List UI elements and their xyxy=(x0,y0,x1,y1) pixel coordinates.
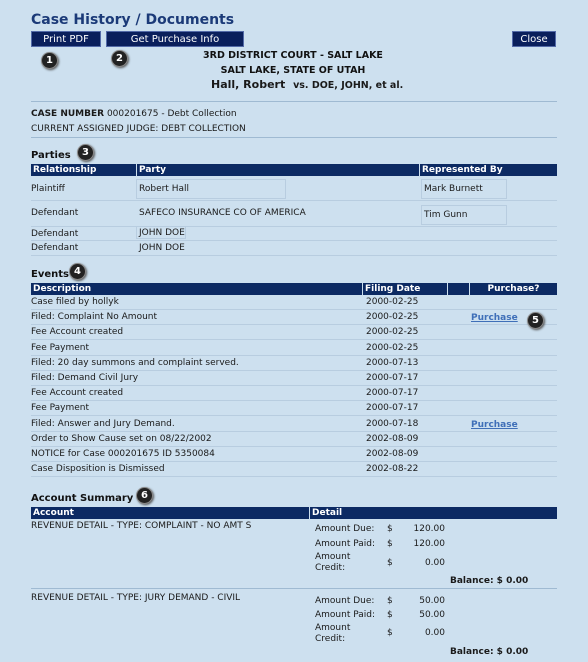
event-description: Case filed by hollyk xyxy=(31,297,119,307)
divider xyxy=(31,101,557,102)
balance-value: Balance: $ 0.00 xyxy=(450,576,529,586)
event-filing-date: 2000-07-17 xyxy=(366,388,419,398)
party-representative: Tim Gunn xyxy=(424,210,468,220)
events-header-spacer xyxy=(448,283,469,295)
parties-title: Parties xyxy=(31,150,71,161)
case-number-label: CASE NUMBER xyxy=(31,109,105,119)
event-filing-date: 2000-07-17 xyxy=(366,373,419,383)
row-separator xyxy=(31,588,557,589)
event-description: Fee Account created xyxy=(31,388,124,398)
event-description: Order to Show Cause set on 08/22/2002 xyxy=(31,434,212,444)
court-location: SALT LAKE, STATE OF UTAH xyxy=(220,65,366,76)
divider xyxy=(31,137,557,138)
amount-paid-value: 50.00 xyxy=(419,610,445,620)
event-description: Fee Payment xyxy=(31,343,90,353)
amount-credit-value: 0.00 xyxy=(424,558,445,568)
amount-credit-label-1: Amount xyxy=(315,623,351,633)
defendant-caption: vs. DOE, JOHN, et al. xyxy=(293,80,404,91)
amount-due-label: Amount Due: xyxy=(315,596,375,606)
case-number-value: 000201675 - Debt Collection xyxy=(106,109,237,119)
event-description: Fee Payment xyxy=(31,403,90,413)
account-header-detail: Detail xyxy=(310,507,557,519)
event-description: Filed: Complaint No Amount xyxy=(31,312,158,322)
balance-value: Balance: $ 0.00 xyxy=(450,647,529,657)
event-filing-date: 2002-08-09 xyxy=(366,449,419,459)
case-caption xyxy=(211,78,403,91)
event-filing-date: 2000-02-25 xyxy=(366,343,419,353)
amount-due-value: 50.00 xyxy=(419,596,445,606)
currency-symbol: $ xyxy=(387,596,393,606)
account-name: REVENUE DETAIL - TYPE: JURY DEMAND - CIVIL xyxy=(31,593,241,603)
party-relationship: Defendant xyxy=(31,208,79,218)
callout-badge-5: 5 xyxy=(527,312,544,329)
event-filing-date: 2000-07-13 xyxy=(366,358,419,368)
currency-symbol: $ xyxy=(387,628,393,638)
amount-paid-label: Amount Paid: xyxy=(315,539,376,549)
case-number xyxy=(31,109,237,119)
amount-credit-value: 0.00 xyxy=(424,628,445,638)
parties-header-party: Party xyxy=(137,164,419,176)
purchase-link[interactable]: Purchase xyxy=(471,313,518,323)
callout-badge-3: 3 xyxy=(77,144,94,161)
print-pdf-button[interactable]: Print PDF xyxy=(31,31,101,47)
event-description: Filed: Demand Civil Jury xyxy=(31,373,139,383)
currency-symbol: $ xyxy=(387,610,393,620)
party-name: Robert Hall xyxy=(139,184,189,194)
event-filing-date: 2002-08-22 xyxy=(366,464,419,474)
callout-badge-6: 6 xyxy=(136,487,153,504)
events-title: Events xyxy=(31,269,69,280)
row-separator xyxy=(31,240,557,241)
amount-credit-label-2: Credit: xyxy=(315,634,346,644)
callout-badge-1: 1 xyxy=(41,52,58,69)
party-representative: Mark Burnett xyxy=(424,184,483,194)
row-separator xyxy=(31,324,557,325)
plaintiff-name: Hall, Robert xyxy=(211,78,286,91)
amount-paid-value: 120.00 xyxy=(413,539,445,549)
event-description: Filed: Answer and Jury Demand. xyxy=(31,419,175,429)
row-separator xyxy=(31,370,557,371)
row-separator xyxy=(31,309,557,310)
callout-badge-4: 4 xyxy=(69,263,86,280)
row-separator xyxy=(31,200,557,201)
event-description: Case Disposition is Dismissed xyxy=(31,464,165,474)
parties-header-represented: Represented By xyxy=(420,164,557,176)
account-summary-title: Account Summary xyxy=(31,493,134,504)
event-filing-date: 2000-07-17 xyxy=(366,403,419,413)
row-separator xyxy=(31,446,557,447)
currency-symbol: $ xyxy=(387,558,393,568)
row-separator xyxy=(31,226,557,227)
event-description: Filed: 20 day summons and complaint served. xyxy=(31,358,239,368)
party-name: JOHN DOE xyxy=(139,243,185,253)
event-filing-date: 2000-02-25 xyxy=(366,312,419,322)
event-filing-date: 2002-08-09 xyxy=(366,434,419,444)
purchase-link[interactable]: Purchase xyxy=(471,420,518,430)
row-separator xyxy=(31,461,557,462)
amount-credit-label-1: Amount xyxy=(315,552,351,562)
party-name: JOHN DOE xyxy=(139,228,185,238)
currency-symbol: $ xyxy=(387,539,393,549)
events-header-purchase: Purchase? xyxy=(470,283,557,295)
row-separator xyxy=(31,415,557,416)
callout-badge-2: 2 xyxy=(111,50,128,67)
party-name: SAFECO INSURANCE CO OF AMERICA xyxy=(139,208,306,218)
court-name: 3RD DISTRICT COURT - SALT LAKE xyxy=(203,50,383,61)
row-separator xyxy=(31,385,557,386)
row-separator xyxy=(31,355,557,356)
event-filing-date: 2000-02-25 xyxy=(366,297,419,307)
events-header-description: Description xyxy=(31,283,362,295)
parties-header-relationship: Relationship xyxy=(31,164,136,176)
party-relationship: Defendant xyxy=(31,229,79,239)
account-name: REVENUE DETAIL - TYPE: COMPLAINT - NO AMT S xyxy=(31,521,252,531)
row-separator xyxy=(31,476,557,477)
row-separator xyxy=(31,255,557,256)
amount-credit-label-2: Credit: xyxy=(315,563,346,573)
row-separator xyxy=(31,400,557,401)
party-relationship: Plaintiff xyxy=(31,184,65,194)
event-filing-date: 2000-02-25 xyxy=(366,327,419,337)
events-header-filing-date: Filing Date xyxy=(363,283,447,295)
event-description: Fee Account created xyxy=(31,327,124,337)
row-separator xyxy=(31,431,557,432)
get-purchase-info-button[interactable]: Get Purchase Info xyxy=(106,31,244,47)
row-separator xyxy=(31,339,557,340)
party-relationship: Defendant xyxy=(31,243,79,253)
event-description: NOTICE for Case 000201675 ID 5350084 xyxy=(31,449,215,459)
amount-due-value: 120.00 xyxy=(413,524,445,534)
amount-paid-label: Amount Paid: xyxy=(315,610,376,620)
currency-symbol: $ xyxy=(387,524,393,534)
close-button[interactable]: Close xyxy=(512,31,556,47)
event-filing-date: 2000-07-18 xyxy=(366,419,419,429)
assigned-judge: CURRENT ASSIGNED JUDGE: DEBT COLLECTION xyxy=(31,124,246,134)
page-title: Case History / Documents xyxy=(31,12,235,28)
amount-due-label: Amount Due: xyxy=(315,524,375,534)
account-header-account: Account xyxy=(31,507,309,519)
